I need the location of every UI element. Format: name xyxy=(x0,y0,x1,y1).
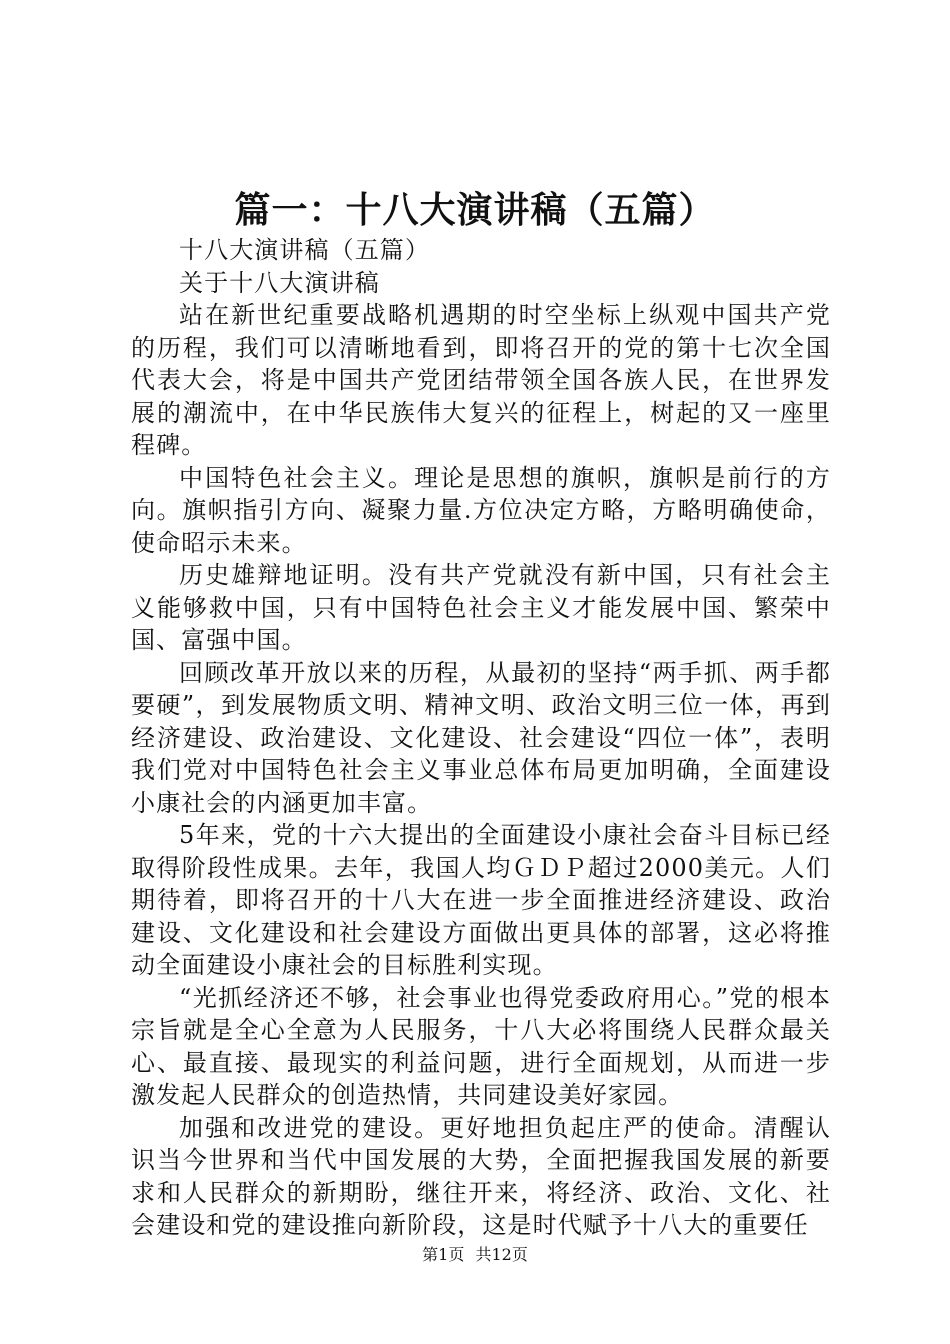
paragraph: “光抓经济还不够，社会事业也得党委政府用心。”党的根本宗旨就是全心全意为人民服务，十八大必将围绕人民群众最关心、最直接、最现实的利益问题，进行全面规划，从而进一步激发起人民群众的创造热情，共同建设美好家园。 xyxy=(131,983,831,1109)
paragraph: 回顾改革开放以来的历程，从最初的坚持“两手抓、两手都要硬”，到发展物质文明、精神文明、政治文明三位一体，再到经济建设、政治建设、文化建设、社会建设“四位一体”，表明我们党对中国特色社会主义事业总体布局更加明确，全面建设小康社会的内涵更加丰富。 xyxy=(131,658,831,817)
page-footer xyxy=(0,1243,950,1267)
paragraph: 5年来，党的十六大提出的全面建设小康社会奋斗目标已经取得阶段性成果。去年，我国人均ＧＤＰ超过2000美元。人们期待着，即将召开的十八大在进一步全面推进经济建设、政治建设、文化建设和社会建设方面做出更具体的部署，这必将推动全面建设小康社会的目标胜利实现。 xyxy=(131,821,831,979)
paragraph: 加强和改进党的建设。更好地担负起庄严的使命。清醒认识当今世界和当代中国发展的大势，全面把握我国发展的新要求和人民群众的新期盼，继往开来，将经济、政治、文化、社会建设和党的建设推向新阶段，这是时代赋予十八大的重要任 xyxy=(131,1113,831,1239)
paragraph: 中国特色社会主义。理论是思想的旗帜，旗帜是前行的方向。旗帜指引方向、凝聚力量.方位决定方略，方略明确使命，使命昭示未来。 xyxy=(131,463,831,557)
document-body xyxy=(131,234,831,1242)
paragraph-subtitle: 十八大演讲稿（五篇） xyxy=(179,236,430,264)
paragraph: 站在新世纪重要战略机遇期的时空坐标上纵观中国共产党的历程，我们可以清晰地看到，即将召开的党的第十七次全国代表大会，将是中国共产党团结带领全国各族人民，在世界发展的潮流中，在中华民族伟大复兴的征程上，树起的又一座里程碑。 xyxy=(131,301,831,459)
page-number: 第1页 xyxy=(422,1245,465,1264)
document-title: 篇一：十八大演讲稿（五篇） xyxy=(234,189,716,231)
total-pages: 共12页 xyxy=(475,1245,528,1264)
paragraph: 历史雄辩地证明。没有共产党就没有新中国，只有社会主义能够救中国，只有中国特色社会主义才能发展中国、繁荣中国、富强中国。 xyxy=(131,561,831,654)
paragraph-heading: 关于十八大演讲稿 xyxy=(179,268,380,297)
